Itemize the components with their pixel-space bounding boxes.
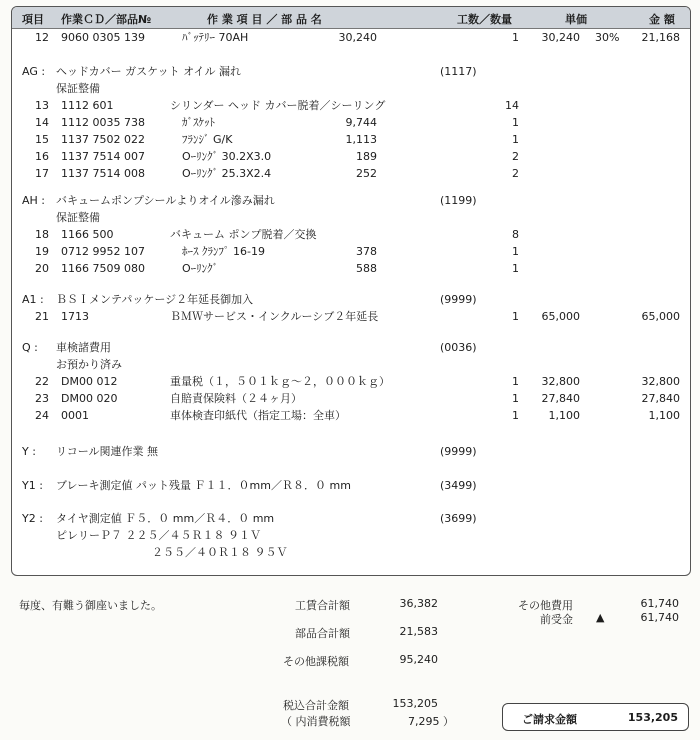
table-row <box>12 29 690 46</box>
parts-total-label: 部品合計額 <box>295 627 350 640</box>
section-title: ヘッドカバー ガスケット オイル 漏れ <box>56 65 242 78</box>
row-no: 22 <box>35 375 49 388</box>
table-row <box>12 226 690 243</box>
row-qty: 1 <box>512 375 519 388</box>
row-name: 自賠責保険料（２４ヶ月） <box>170 392 302 405</box>
table-row <box>12 390 690 407</box>
header-amount: 金 額 <box>649 13 675 26</box>
row-code: 1112 0035 738 <box>61 116 145 129</box>
tax-included-total-value: 153,205 <box>392 697 438 710</box>
row-code: 1166 7509 080 <box>61 262 145 275</box>
header-qty: 工数／数量 <box>457 13 512 26</box>
section-sub-label: 保証整備 <box>56 211 100 224</box>
billing-amount-label: ご請求金額 <box>522 713 577 726</box>
row-no: 17 <box>35 167 49 180</box>
row-code: DM00 020 <box>61 392 118 405</box>
section-ref: (9999) <box>440 445 477 458</box>
row-name: 重量税（１，５０１ｋｇ～２，０００ｋｇ） <box>170 375 390 388</box>
row-price: 30,240 <box>338 31 377 44</box>
section-sub-label: 保証整備 <box>56 82 100 95</box>
row-code: DM00 012 <box>61 375 118 388</box>
row-qty: 1 <box>512 245 519 258</box>
tire-spec-rear: ２５５／４０Ｒ１８ ９５Ｖ <box>152 546 288 559</box>
section-sub <box>12 544 690 561</box>
section-header <box>12 63 690 80</box>
row-no: 12 <box>35 31 49 44</box>
advance-label: 前受金 <box>540 613 573 626</box>
section-code: AG : <box>22 65 46 78</box>
billing-amount-box <box>502 703 689 731</box>
table-header <box>12 7 690 29</box>
row-no: 16 <box>35 150 49 163</box>
section-ref: (1117) <box>440 65 477 78</box>
row-name: Oｰﾘﾝｸﾞ 25.3X2.4 <box>182 167 272 180</box>
section-code: Y1 : <box>22 479 43 492</box>
section-code: AH : <box>22 194 45 207</box>
section-ref: (3699) <box>440 512 477 525</box>
row-code: 0001 <box>61 409 89 422</box>
row-qty: 14 <box>505 99 519 112</box>
section-code: Q : <box>22 341 38 354</box>
labor-total-value: 36,382 <box>399 597 438 610</box>
row-name: バキューム ポンプ脱着／交換 <box>170 228 317 241</box>
row-code: 1166 500 <box>61 228 114 241</box>
tax-included-total-label: 税込合計金額 <box>283 699 349 712</box>
other-cost-label: その他費用 <box>518 599 573 612</box>
row-name: ﾊﾞｯﾃﾘｰ 70AH <box>182 31 249 44</box>
row-code: 0712 9952 107 <box>61 245 145 258</box>
row-qty: 1 <box>512 310 519 323</box>
header-unit: 単価 <box>565 13 587 26</box>
row-code: 1137 7514 008 <box>61 167 145 180</box>
row-name: ｶﾞｽｹｯﾄ <box>182 116 215 129</box>
billing-amount-value: 153,205 <box>627 711 678 724</box>
row-code: 1137 7514 007 <box>61 150 145 163</box>
row-code: 1112 601 <box>61 99 114 112</box>
section-sub <box>12 209 690 226</box>
other-cost-value: 61,740 <box>640 597 679 610</box>
row-code: 1713 <box>61 310 89 323</box>
row-unit: 32,800 <box>541 375 580 388</box>
section-title: 車検諸費用 <box>56 341 111 354</box>
section-ref: (9999) <box>440 293 477 306</box>
section-sub <box>12 527 690 544</box>
header-desc: 作 業 項 目 ／ 部 品 名 <box>207 13 322 26</box>
row-name: Oｰﾘﾝｸﾞ <box>182 262 219 275</box>
table-row <box>12 97 690 114</box>
row-name: ﾎｰｽ ｸﾗﾝﾌﾟ 16-19 <box>182 245 265 258</box>
row-qty: 2 <box>512 150 519 163</box>
section-title: ブレーキ測定値 パット残量 Ｆ１１．０mm／Ｒ８．０ mm <box>56 479 351 492</box>
header-code: 作業ＣＤ／部品№ <box>61 13 152 26</box>
row-unit: 1,100 <box>548 409 580 422</box>
section-title: ＢＳＩメンテパッケージ２年延長御加入 <box>56 293 254 306</box>
table-row <box>12 131 690 148</box>
row-name: 車体検査印紙代（指定工場：全車） <box>170 409 346 422</box>
section-sub <box>12 80 690 97</box>
row-no: 14 <box>35 116 49 129</box>
table-row <box>12 308 690 325</box>
row-amount: 27,840 <box>641 392 680 405</box>
section-title: バキュームポンプシールよりオイル滲み漏れ <box>56 194 275 207</box>
section-header <box>12 291 690 308</box>
row-price: 378 <box>356 245 377 258</box>
row-rate: 30% <box>595 31 620 44</box>
table-row <box>12 114 690 131</box>
table-row <box>12 165 690 182</box>
row-qty: 1 <box>512 31 519 44</box>
row-no: 20 <box>35 262 49 275</box>
row-amount: 1,100 <box>648 409 680 422</box>
parts-total-value: 21,583 <box>399 625 438 638</box>
consumption-tax-label: （ 内消費税額 <box>281 715 351 728</box>
tire-spec-front: ピレリーＰ７ ２２５／４５Ｒ１８ ９１Ｖ <box>56 529 261 542</box>
section-sub <box>12 356 690 373</box>
labor-total-label: 工賃合計額 <box>295 599 350 612</box>
section-sub-label: お預かり済み <box>56 358 122 371</box>
section-code: Y : <box>22 445 36 458</box>
section-header <box>12 477 690 494</box>
row-qty: 1 <box>512 262 519 275</box>
row-name: ﾌﾗﾝｼﾞ G/K <box>182 133 233 146</box>
row-price: 588 <box>356 262 377 275</box>
row-name: ＢＭＷサービス・インクルーシブ２年延長 <box>170 310 379 323</box>
section-header <box>12 192 690 209</box>
row-name: Oｰﾘﾝｸﾞ 30.2X3.0 <box>182 150 272 163</box>
row-qty: 1 <box>512 133 519 146</box>
table-row <box>12 148 690 165</box>
table-row <box>12 260 690 277</box>
consumption-tax-value: 7,295 ） <box>408 715 454 728</box>
section-code: Y2 : <box>22 512 43 525</box>
section-ref: (1199) <box>440 194 477 207</box>
header-item: 項目 <box>22 13 44 26</box>
row-qty: 1 <box>512 116 519 129</box>
invoice-table <box>11 6 691 576</box>
row-unit: 30,240 <box>541 31 580 44</box>
row-code: 1137 7502 022 <box>61 133 145 146</box>
advance-mark-icon: ▲ <box>596 611 605 624</box>
row-price: 9,744 <box>345 116 377 129</box>
row-no: 18 <box>35 228 49 241</box>
section-ref: (3499) <box>440 479 477 492</box>
row-no: 13 <box>35 99 49 112</box>
row-qty: 1 <box>512 409 519 422</box>
row-no: 19 <box>35 245 49 258</box>
row-unit: 65,000 <box>541 310 580 323</box>
section-code: A1 : <box>22 293 44 306</box>
row-name: シリンダー ヘッド カバー脱着／シーリング <box>170 99 386 112</box>
row-price: 1,113 <box>345 133 377 146</box>
row-amount: 32,800 <box>641 375 680 388</box>
section-title: タイヤ測定値 Ｆ５．０ mm／Ｒ４．０ mm <box>56 512 275 525</box>
table-row <box>12 373 690 390</box>
other-tax-label: その他課税額 <box>283 655 349 668</box>
row-no: 24 <box>35 409 49 422</box>
row-unit: 27,840 <box>541 392 580 405</box>
advance-value: 61,740 <box>640 611 679 624</box>
table-row <box>12 243 690 260</box>
section-header <box>12 510 690 527</box>
row-amount: 65,000 <box>641 310 680 323</box>
row-qty: 2 <box>512 167 519 180</box>
row-qty: 8 <box>512 228 519 241</box>
row-no: 23 <box>35 392 49 405</box>
row-code: 9060 0305 139 <box>61 31 145 44</box>
row-price: 252 <box>356 167 377 180</box>
thanks-message: 毎度、有難う御座いました。 <box>19 599 162 612</box>
row-price: 189 <box>356 150 377 163</box>
row-amount: 21,168 <box>641 31 680 44</box>
section-title: リコール関連作業 無 <box>56 445 159 458</box>
other-tax-value: 95,240 <box>399 653 438 666</box>
row-no: 21 <box>35 310 49 323</box>
table-row <box>12 407 690 424</box>
row-qty: 1 <box>512 392 519 405</box>
section-header <box>12 443 690 460</box>
section-ref: (0036) <box>440 341 477 354</box>
section-header <box>12 339 690 356</box>
row-no: 15 <box>35 133 49 146</box>
